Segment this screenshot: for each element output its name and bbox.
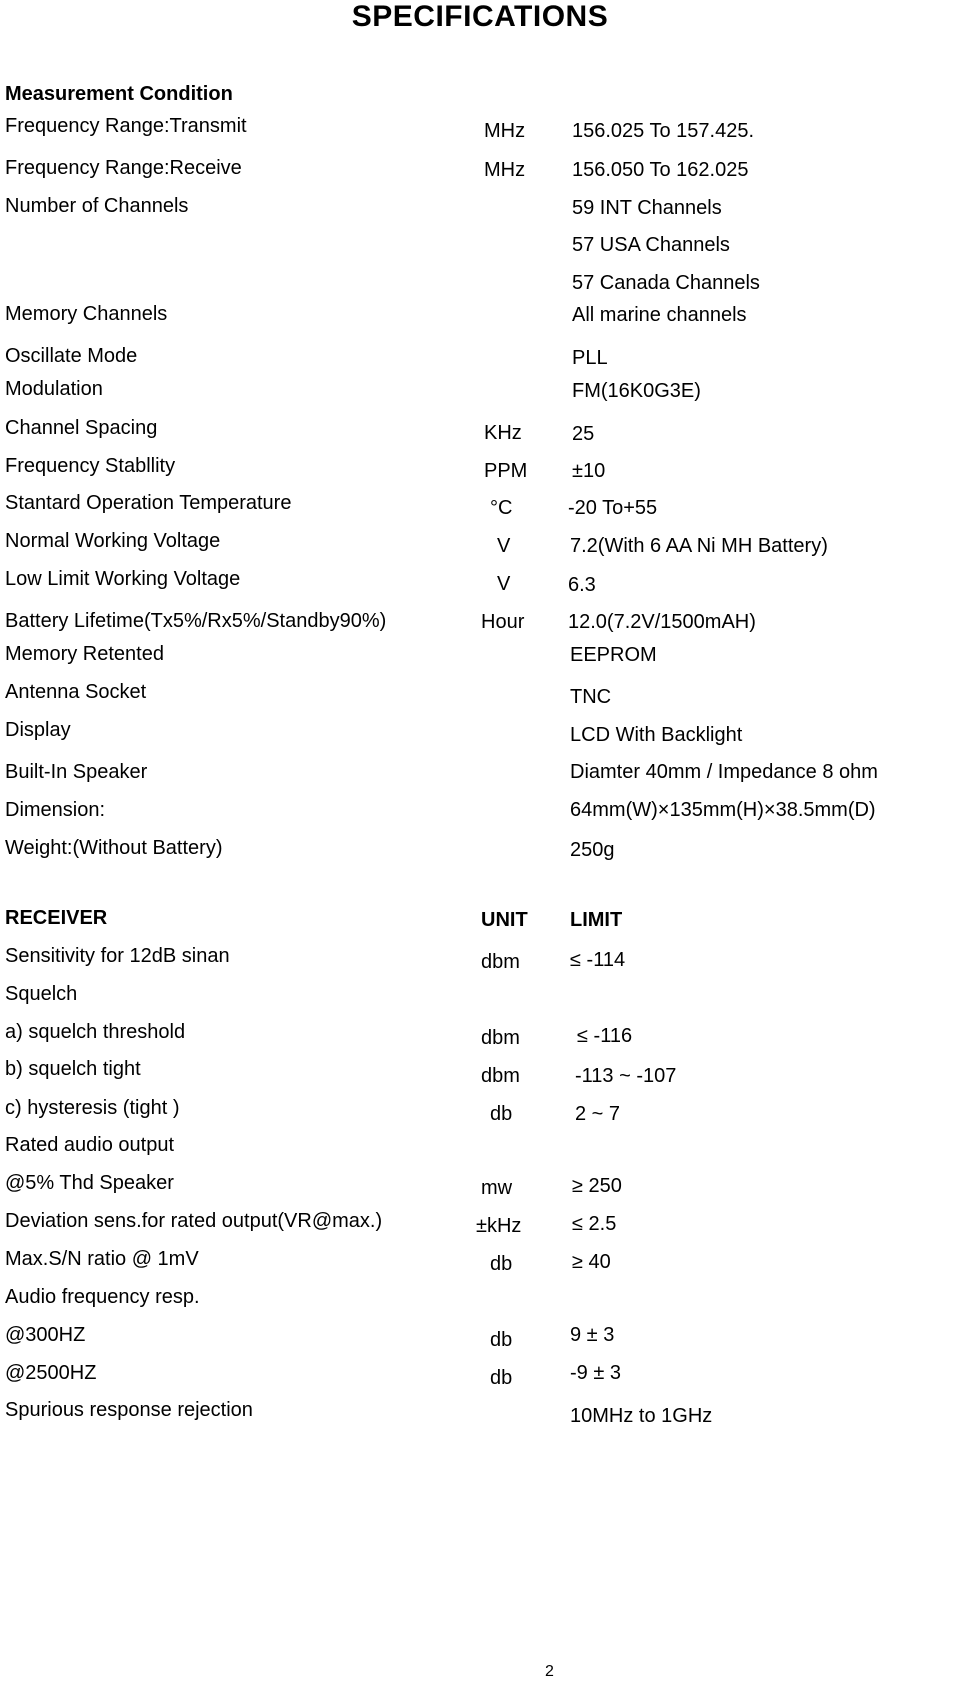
spec-unit: MHz bbox=[484, 120, 526, 142]
receiver-unit: db bbox=[490, 1367, 513, 1389]
receiver-label: @2500HZ bbox=[5, 1362, 97, 1384]
spec-value: FM(16K0G3E) bbox=[572, 380, 701, 402]
spec-label: Normal Working Voltage bbox=[5, 530, 221, 552]
spec-label: Memory Channels bbox=[5, 303, 168, 325]
spec-unit: V bbox=[497, 573, 511, 595]
spec-label: Memory Retented bbox=[5, 643, 164, 665]
spec-value: 59 INT Channels bbox=[572, 197, 722, 219]
spec-unit: °C bbox=[490, 497, 513, 519]
spec-label: Display bbox=[5, 719, 71, 741]
spec-label: Number of Channels bbox=[5, 195, 189, 217]
section-header-receiver: RECEIVER bbox=[5, 907, 108, 929]
receiver-unit: db bbox=[490, 1329, 513, 1351]
spec-value: 25 bbox=[572, 423, 595, 445]
receiver-unit: db bbox=[490, 1103, 513, 1125]
receiver-value: ≥ 40 bbox=[572, 1251, 611, 1273]
spec-value: Diamter 40mm / Impedance 8 ohm bbox=[570, 761, 878, 783]
receiver-unit: ±kHz bbox=[476, 1215, 522, 1237]
spec-label: Low Limit Working Voltage bbox=[5, 568, 241, 590]
receiver-value: -9 ± 3 bbox=[570, 1362, 621, 1384]
receiver-label: Deviation sens.for rated output(VR@max.) bbox=[5, 1210, 383, 1232]
spec-label: Modulation bbox=[5, 378, 103, 400]
receiver-unit: dbm bbox=[481, 951, 520, 973]
receiver-value: 9 ± 3 bbox=[570, 1324, 615, 1346]
spec-unit: V bbox=[497, 535, 511, 557]
receiver-unit: dbm bbox=[481, 1065, 520, 1087]
receiver-value: 2 ~ 7 bbox=[575, 1103, 621, 1125]
receiver-label: c) hysteresis (tight ) bbox=[5, 1097, 180, 1119]
receiver-unit: dbm bbox=[481, 1027, 520, 1049]
spec-value: 156.025 To 157.425. bbox=[572, 120, 755, 142]
unit-column-header: UNIT bbox=[481, 909, 528, 931]
spec-unit: KHz bbox=[484, 422, 522, 444]
receiver-unit: mw bbox=[481, 1177, 513, 1199]
spec-value: 250g bbox=[570, 839, 615, 861]
spec-label: Channel Spacing bbox=[5, 417, 158, 439]
spec-value: 57 Canada Channels bbox=[572, 272, 760, 294]
spec-value: TNC bbox=[570, 686, 612, 708]
receiver-value: ≤ 2.5 bbox=[572, 1213, 617, 1235]
receiver-value: 10MHz to 1GHz bbox=[570, 1405, 713, 1427]
page-number: 2 bbox=[545, 1663, 554, 1680]
receiver-label: Audio frequency resp. bbox=[5, 1286, 200, 1308]
page-title: SPECIFICATIONS bbox=[351, 0, 609, 33]
spec-label: Frequency Stabllity bbox=[5, 455, 176, 477]
receiver-value: ≥ 250 bbox=[572, 1175, 622, 1197]
spec-label: Frequency Range:Transmit bbox=[5, 115, 247, 137]
spec-unit: Hour bbox=[481, 611, 525, 633]
receiver-label: Max.S/N ratio @ 1mV bbox=[5, 1248, 199, 1270]
spec-label: Stantard Operation Temperature bbox=[5, 492, 292, 514]
limit-column-header: LIMIT bbox=[570, 909, 623, 931]
spec-unit: MHz bbox=[484, 159, 526, 181]
spec-value: LCD With Backlight bbox=[570, 724, 743, 746]
receiver-label: Squelch bbox=[5, 983, 78, 1005]
spec-value: 57 USA Channels bbox=[572, 234, 730, 256]
spec-value: All marine channels bbox=[572, 304, 747, 326]
spec-label: Oscillate Mode bbox=[5, 345, 138, 367]
receiver-label: @5% Thd Speaker bbox=[5, 1172, 174, 1194]
spec-unit: PPM bbox=[484, 460, 528, 482]
receiver-label: Sensitivity for 12dB sinan bbox=[5, 945, 230, 967]
spec-value: PLL bbox=[572, 347, 608, 369]
receiver-label: a) squelch threshold bbox=[5, 1021, 186, 1043]
spec-label: Battery Lifetime(Tx5%/Rx5%/Standby90%) bbox=[5, 610, 387, 632]
spec-label: Dimension: bbox=[5, 799, 106, 821]
receiver-label: b) squelch tight bbox=[5, 1058, 141, 1080]
spec-label: Weight:(Without Battery) bbox=[5, 837, 223, 859]
spec-value: EEPROM bbox=[570, 644, 657, 666]
spec-value: 156.050 To 162.025 bbox=[572, 159, 749, 181]
spec-value: 6.3 bbox=[568, 574, 596, 596]
spec-value: 7.2(With 6 AA Ni MH Battery) bbox=[570, 535, 828, 557]
spec-value: 12.0(7.2V/1500mAH) bbox=[568, 611, 756, 633]
spec-value: ±10 bbox=[572, 460, 606, 482]
spec-label: Antenna Socket bbox=[5, 681, 147, 703]
spec-label: Frequency Range:Receive bbox=[5, 157, 242, 179]
receiver-label: Rated audio output bbox=[5, 1134, 175, 1156]
receiver-value: ≤ -114 bbox=[570, 949, 626, 971]
receiver-label: @300HZ bbox=[5, 1324, 86, 1346]
receiver-label: Spurious response rejection bbox=[5, 1399, 253, 1421]
receiver-value: -113 ~ -107 bbox=[575, 1065, 677, 1087]
spec-value: 64mm(W)×135mm(H)×38.5mm(D) bbox=[570, 799, 876, 821]
section-header-measurement: Measurement Condition bbox=[5, 83, 233, 105]
spec-value: -20 To+55 bbox=[568, 497, 658, 519]
receiver-value: ≤ -116 bbox=[577, 1025, 633, 1047]
receiver-unit: db bbox=[490, 1253, 513, 1275]
spec-label: Built-In Speaker bbox=[5, 761, 148, 783]
